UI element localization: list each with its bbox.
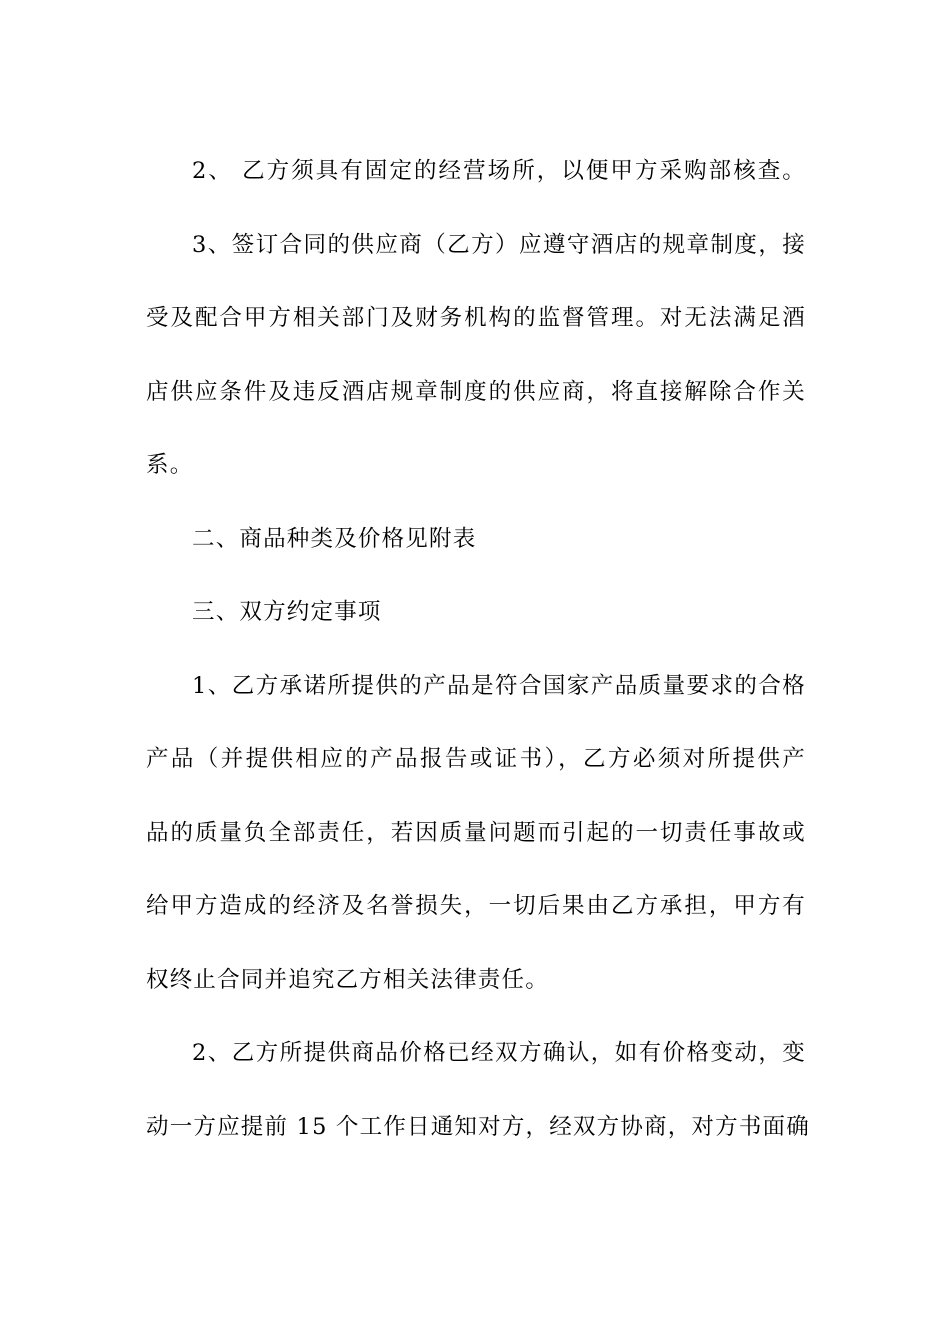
section-heading-2: 二、商品种类及价格见附表: [192, 526, 477, 552]
item-1-line-2: 产品（并提供相应的产品报告或证书），乙方必须对所提供产: [146, 746, 806, 772]
item-2-line-2: 动一方应提前 15 个工作日通知对方，经双方协商，对方书面确: [146, 1114, 810, 1140]
clause-3-line-2: 受及配合甲方相关部门及财务机构的监督管理。对无法满足酒: [146, 305, 806, 331]
item-2-line-1: 2、乙方所提供商品价格已经双方确认，如有价格变动，变: [192, 1040, 806, 1066]
item-1-line-4: 给甲方造成的经济及名誉损失，一切后果由乙方承担，甲方有: [146, 893, 806, 919]
clause-3-line-3: 店供应条件及违反酒店规章制度的供应商，将直接解除合作关: [146, 379, 806, 405]
clause-3-line-1: 3、签订合同的供应商（乙方）应遵守酒店的规章制度，接: [192, 232, 806, 258]
item-1-line-3: 品的质量负全部责任，若因质量问题而引起的一切责任事故或: [146, 820, 806, 846]
item-1-line-5: 权终止合同并追究乙方相关法律责任。: [146, 967, 549, 993]
section-heading-3: 三、双方约定事项: [192, 599, 382, 625]
item-1-line-1: 1、乙方承诺所提供的产品是符合国家产品质量要求的合格: [192, 673, 806, 699]
clause-2-line-1: 2、 乙方须具有固定的经营场所，以便甲方采购部核查。: [192, 158, 806, 184]
clause-3-line-4: 系。: [146, 452, 194, 478]
